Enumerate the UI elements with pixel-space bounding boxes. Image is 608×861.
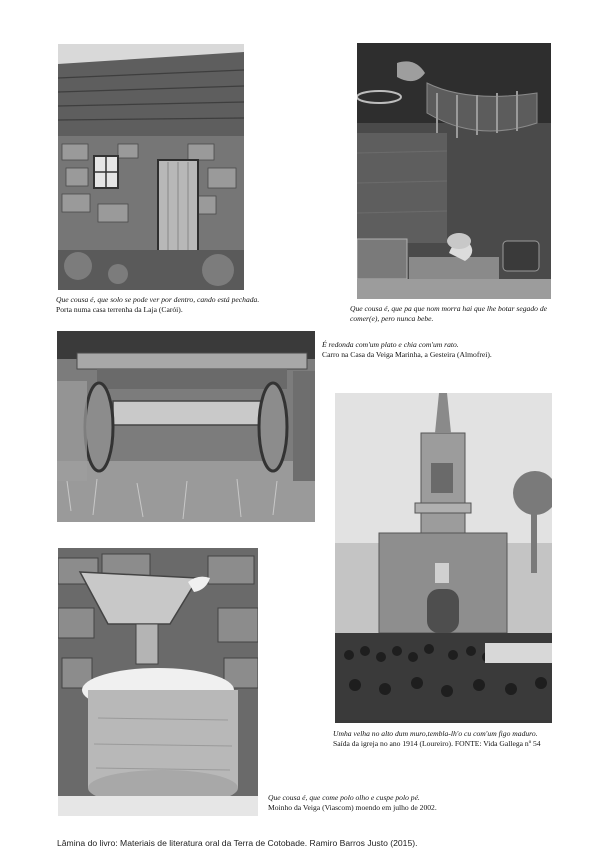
caption-church [333, 729, 541, 749]
caption-kitchen [350, 304, 560, 324]
riddle-cart: É redonda com'um plato e chia com'um rato. [322, 340, 459, 349]
description-mill: Moinho da Veiga (Viascom) moendo em julho de 2002. [268, 803, 437, 812]
description-cart: Carro na Casa da Veiga Marinha, a Gesteira (Almofrei). [322, 350, 492, 359]
description-house: Porta numa casa terrenha da Laja (Carói). [56, 305, 183, 314]
photo-water-mill [58, 548, 258, 816]
riddle-kitchen: Que cousa é, que pa que nom morra hai que lhe botar segado de comer(e), pero nunca bebe. [350, 304, 547, 323]
riddle-mill: Que cousa é, que come polo olho e cuspe polo pé. [268, 793, 420, 802]
caption-cart [322, 340, 492, 360]
photo-church-1914 [335, 393, 552, 723]
riddle-house: Que cousa é, que solo se pode ver por dentro, cando está pechada. [56, 295, 260, 304]
page-footer: Lâmina do livro: Materiais de literatura oral da Terra de Cotobade. Ramiro Barros Justo (2015). [57, 838, 418, 848]
riddle-church: Umha velha no alto dum muro,tembla-lh'o cu com'um figo maduro. [333, 729, 538, 738]
description-church: Saída da igreja no ano 1914 (Loureiro). FONTE: Vida Gallega nº 54 [333, 739, 541, 748]
photo-stone-house [58, 44, 244, 290]
caption-house [56, 295, 259, 315]
caption-mill [268, 793, 437, 813]
photo-ox-cart [57, 331, 315, 522]
photo-kitchen-hearth [357, 43, 551, 299]
